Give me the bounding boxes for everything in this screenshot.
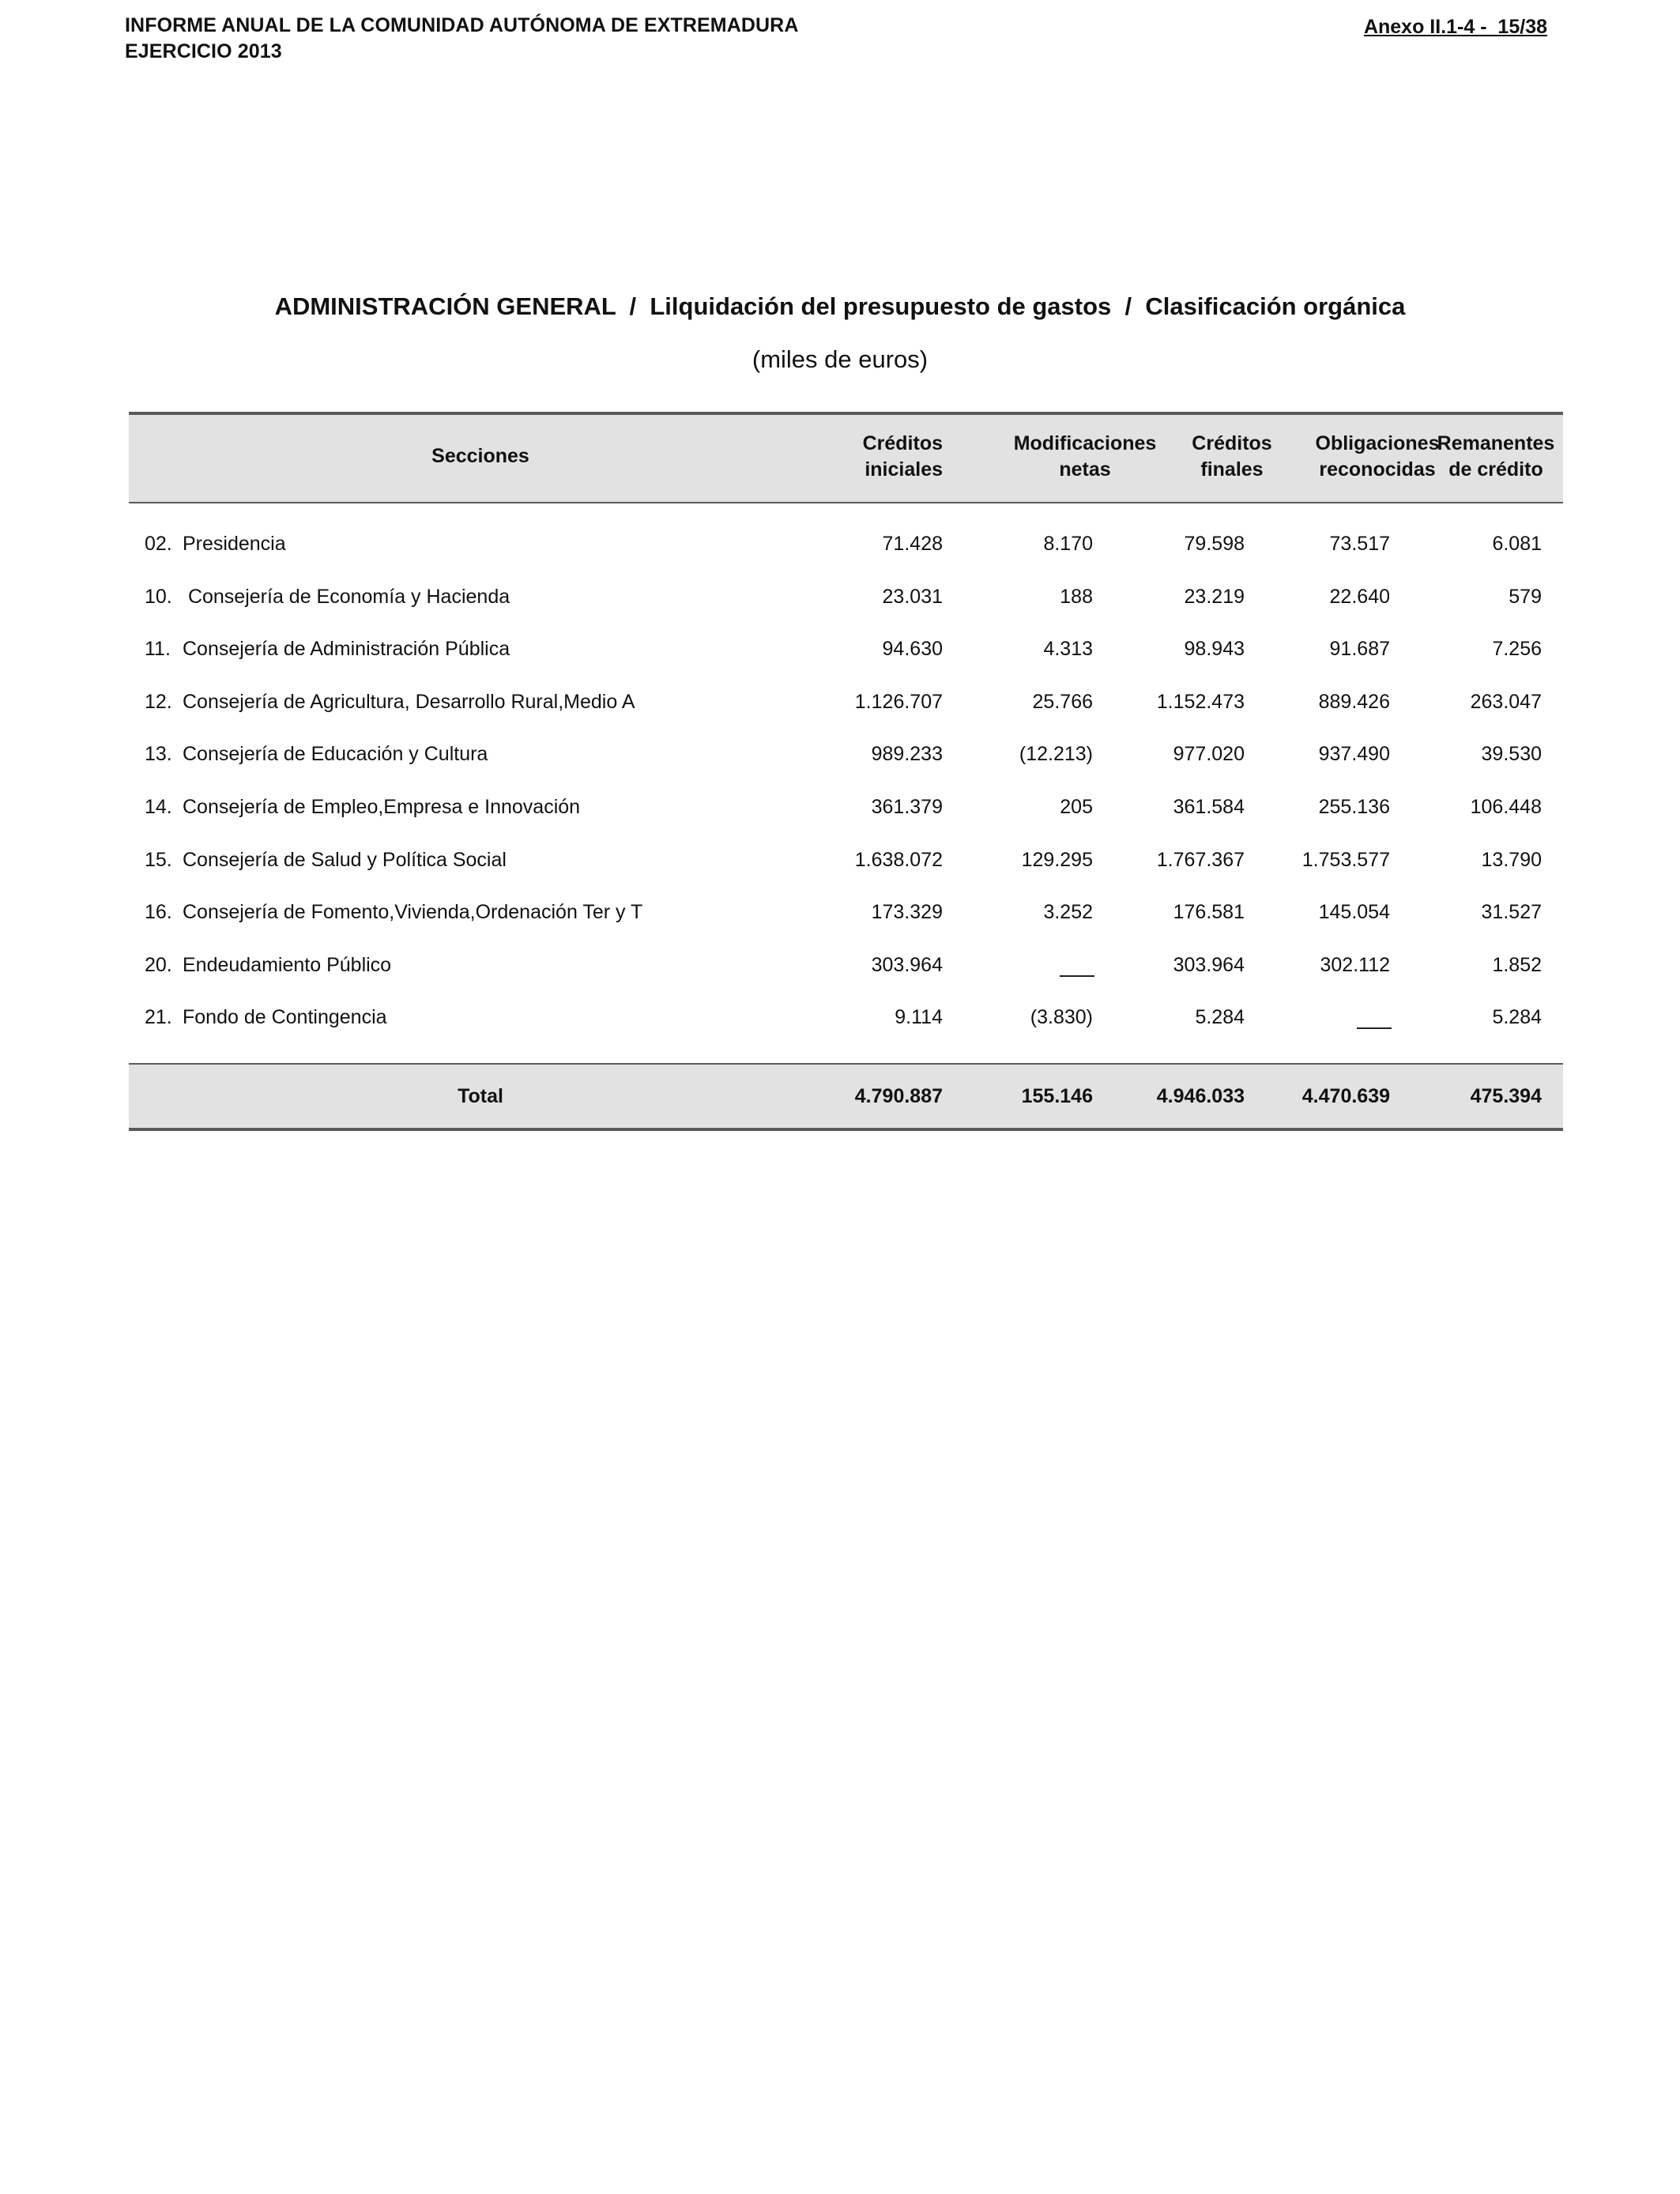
empty-value-dash <box>1357 1027 1392 1029</box>
cell-remanentes-credito: 579 <box>1509 585 1542 608</box>
col-header-line: reconocidas <box>1319 458 1436 481</box>
section-name: Consejería de Economía y Hacienda <box>183 585 510 608</box>
table-row <box>129 518 1563 570</box>
cell-obligaciones-reconocidas: 22.640 <box>1329 585 1390 608</box>
cell-obligaciones-reconocidas: 889.426 <box>1318 690 1390 713</box>
cell-modificaciones-netas: 205 <box>1060 796 1093 818</box>
empty-value-dash <box>1060 975 1094 977</box>
table-row <box>129 623 1563 675</box>
cell-remanentes-credito: 7.256 <box>1492 638 1542 661</box>
col-header-line: Remanentes <box>1437 432 1555 454</box>
col-header-creditos-iniciales <box>863 431 943 483</box>
cell-remanentes-credito: 263.047 <box>1470 690 1542 713</box>
col-header-line: Créditos <box>1192 432 1272 454</box>
report-header <box>125 13 799 65</box>
col-header-line: iniciales <box>864 458 943 481</box>
col-header-line: finales <box>1200 458 1264 481</box>
col-header-secciones: Secciones <box>431 445 529 467</box>
col-header-line: de crédito <box>1448 458 1543 481</box>
cell-remanentes-credito: 106.448 <box>1470 796 1542 818</box>
section-name: Consejería de Educación y Cultura <box>183 743 488 766</box>
cell-creditos-iniciales: 1.638.072 <box>854 848 943 871</box>
section-name: Consejería de Agricultura, Desarrollo Rural,Medio A <box>183 690 635 713</box>
cell-modificaciones-netas: 3.252 <box>1043 901 1093 924</box>
col-header-line: Créditos <box>862 432 943 454</box>
col-header-line: Modificaciones <box>1013 432 1157 454</box>
section-name: Consejería de Empleo,Empresa e Innovación <box>183 796 581 818</box>
section-name: Fondo de Contingencia <box>183 1006 387 1029</box>
cell-modificaciones-netas: 25.766 <box>1032 690 1093 713</box>
cell-modificaciones-netas: (3.830) <box>1030 1006 1093 1029</box>
section-code: 11. <box>145 638 171 661</box>
cell-remanentes-credito: 13.790 <box>1481 848 1542 871</box>
report-title: INFORME ANUAL DE LA COMUNIDAD AUTÓNOMA DE EXTREMADURA <box>125 14 799 36</box>
table-body <box>129 503 1563 1063</box>
cell-modificaciones-netas: 188 <box>1060 585 1093 608</box>
section-code: 16. <box>145 901 172 924</box>
cell-creditos-finales: 1.152.473 <box>1156 690 1245 713</box>
cell-creditos-finales: 176.581 <box>1173 901 1245 924</box>
cell-obligaciones-reconocidas: 73.517 <box>1329 533 1390 555</box>
budget-table <box>129 412 1563 1131</box>
cell-modificaciones-netas: 8.170 <box>1043 533 1093 555</box>
section-code: 13. <box>145 743 172 766</box>
cell-obligaciones-reconocidas: 302.112 <box>1320 953 1390 976</box>
total-modificaciones-netas: 155.146 <box>1021 1085 1093 1107</box>
section-name: Presidencia <box>183 533 286 555</box>
table-row <box>129 886 1563 938</box>
cell-modificaciones-netas: 4.313 <box>1043 638 1093 661</box>
total-creditos-finales: 4.946.033 <box>1156 1085 1245 1107</box>
cell-creditos-iniciales: 989.233 <box>871 743 943 766</box>
section-code: 20. <box>145 953 172 976</box>
cell-creditos-finales: 5.284 <box>1195 1006 1245 1029</box>
table-row <box>129 991 1563 1043</box>
table-header <box>129 412 1563 503</box>
cell-creditos-iniciales: 303.964 <box>871 953 943 976</box>
total-obligaciones-reconocidas: 4.470.639 <box>1301 1085 1390 1107</box>
table-row <box>129 781 1563 833</box>
cell-creditos-iniciales: 23.031 <box>882 585 943 608</box>
cell-creditos-finales: 361.584 <box>1173 796 1245 818</box>
table-row <box>129 571 1563 623</box>
total-remanentes-credito: 475.394 <box>1470 1085 1542 1107</box>
table-row <box>129 676 1563 728</box>
cell-creditos-iniciales: 1.126.707 <box>854 690 943 713</box>
cell-creditos-iniciales: 71.428 <box>882 533 943 555</box>
section-code: 15. <box>145 848 172 871</box>
cell-creditos-iniciales: 173.329 <box>871 901 943 924</box>
cell-obligaciones-reconocidas: 255.136 <box>1318 796 1390 818</box>
table-total-row <box>129 1063 1563 1131</box>
table-row <box>129 939 1563 991</box>
cell-remanentes-credito: 31.527 <box>1481 901 1542 924</box>
section-name: Consejería de Fomento,Vivienda,Ordenación Ter y T <box>183 901 643 924</box>
section-code: 14. <box>145 796 172 818</box>
cell-modificaciones-netas: 129.295 <box>1021 848 1093 871</box>
cell-remanentes-credito: 6.081 <box>1492 533 1542 555</box>
cell-obligaciones-reconocidas: 937.490 <box>1318 743 1390 766</box>
section-code: 10. <box>145 585 172 608</box>
cell-creditos-finales: 977.020 <box>1173 743 1245 766</box>
cell-creditos-finales: 79.598 <box>1184 533 1245 555</box>
table-row <box>129 834 1563 886</box>
cell-remanentes-credito: 39.530 <box>1481 743 1542 766</box>
total-creditos-iniciales: 4.790.887 <box>854 1085 943 1107</box>
section-code: 12. <box>145 690 172 713</box>
section-code: 02. <box>145 533 172 555</box>
cell-obligaciones-reconocidas: 1.753.577 <box>1301 848 1390 871</box>
cell-creditos-iniciales: 9.114 <box>895 1006 943 1029</box>
section-code: 21. <box>145 1006 172 1029</box>
annex-page-number: Anexo II.1-4 - 15/38 <box>1363 16 1547 38</box>
cell-remanentes-credito: 1.852 <box>1492 953 1542 976</box>
section-name: Consejería de Administración Pública <box>183 638 510 661</box>
section-name: Consejería de Salud y Política Social <box>183 848 507 871</box>
report-year: EJERCICIO 2013 <box>125 40 282 62</box>
section-name: Endeudamiento Público <box>183 953 392 976</box>
table-row <box>129 728 1563 780</box>
col-header-remanentes-credito <box>1409 431 1583 483</box>
cell-creditos-finales: 98.943 <box>1184 638 1245 661</box>
col-header-line: Obligaciones <box>1315 432 1440 454</box>
cell-creditos-finales: 1.767.367 <box>1156 848 1245 871</box>
cell-obligaciones-reconocidas: 145.054 <box>1318 901 1390 924</box>
cell-creditos-finales: 23.219 <box>1184 585 1245 608</box>
cell-obligaciones-reconocidas: 91.687 <box>1329 638 1390 661</box>
cell-modificaciones-netas: (12.213) <box>1019 743 1093 766</box>
table-units: (miles de euros) <box>751 345 929 373</box>
cell-creditos-finales: 303.964 <box>1173 953 1245 976</box>
cell-remanentes-credito: 5.284 <box>1492 1006 1542 1029</box>
cell-creditos-iniciales: 361.379 <box>871 796 943 818</box>
col-header-line: netas <box>1059 458 1111 481</box>
cell-creditos-iniciales: 94.630 <box>882 638 943 661</box>
table-title: ADMINISTRACIÓN GENERAL / Lilquidación del presupuesto de gastos / Clasificación orgánica <box>274 292 1406 320</box>
total-label: Total <box>458 1085 503 1107</box>
